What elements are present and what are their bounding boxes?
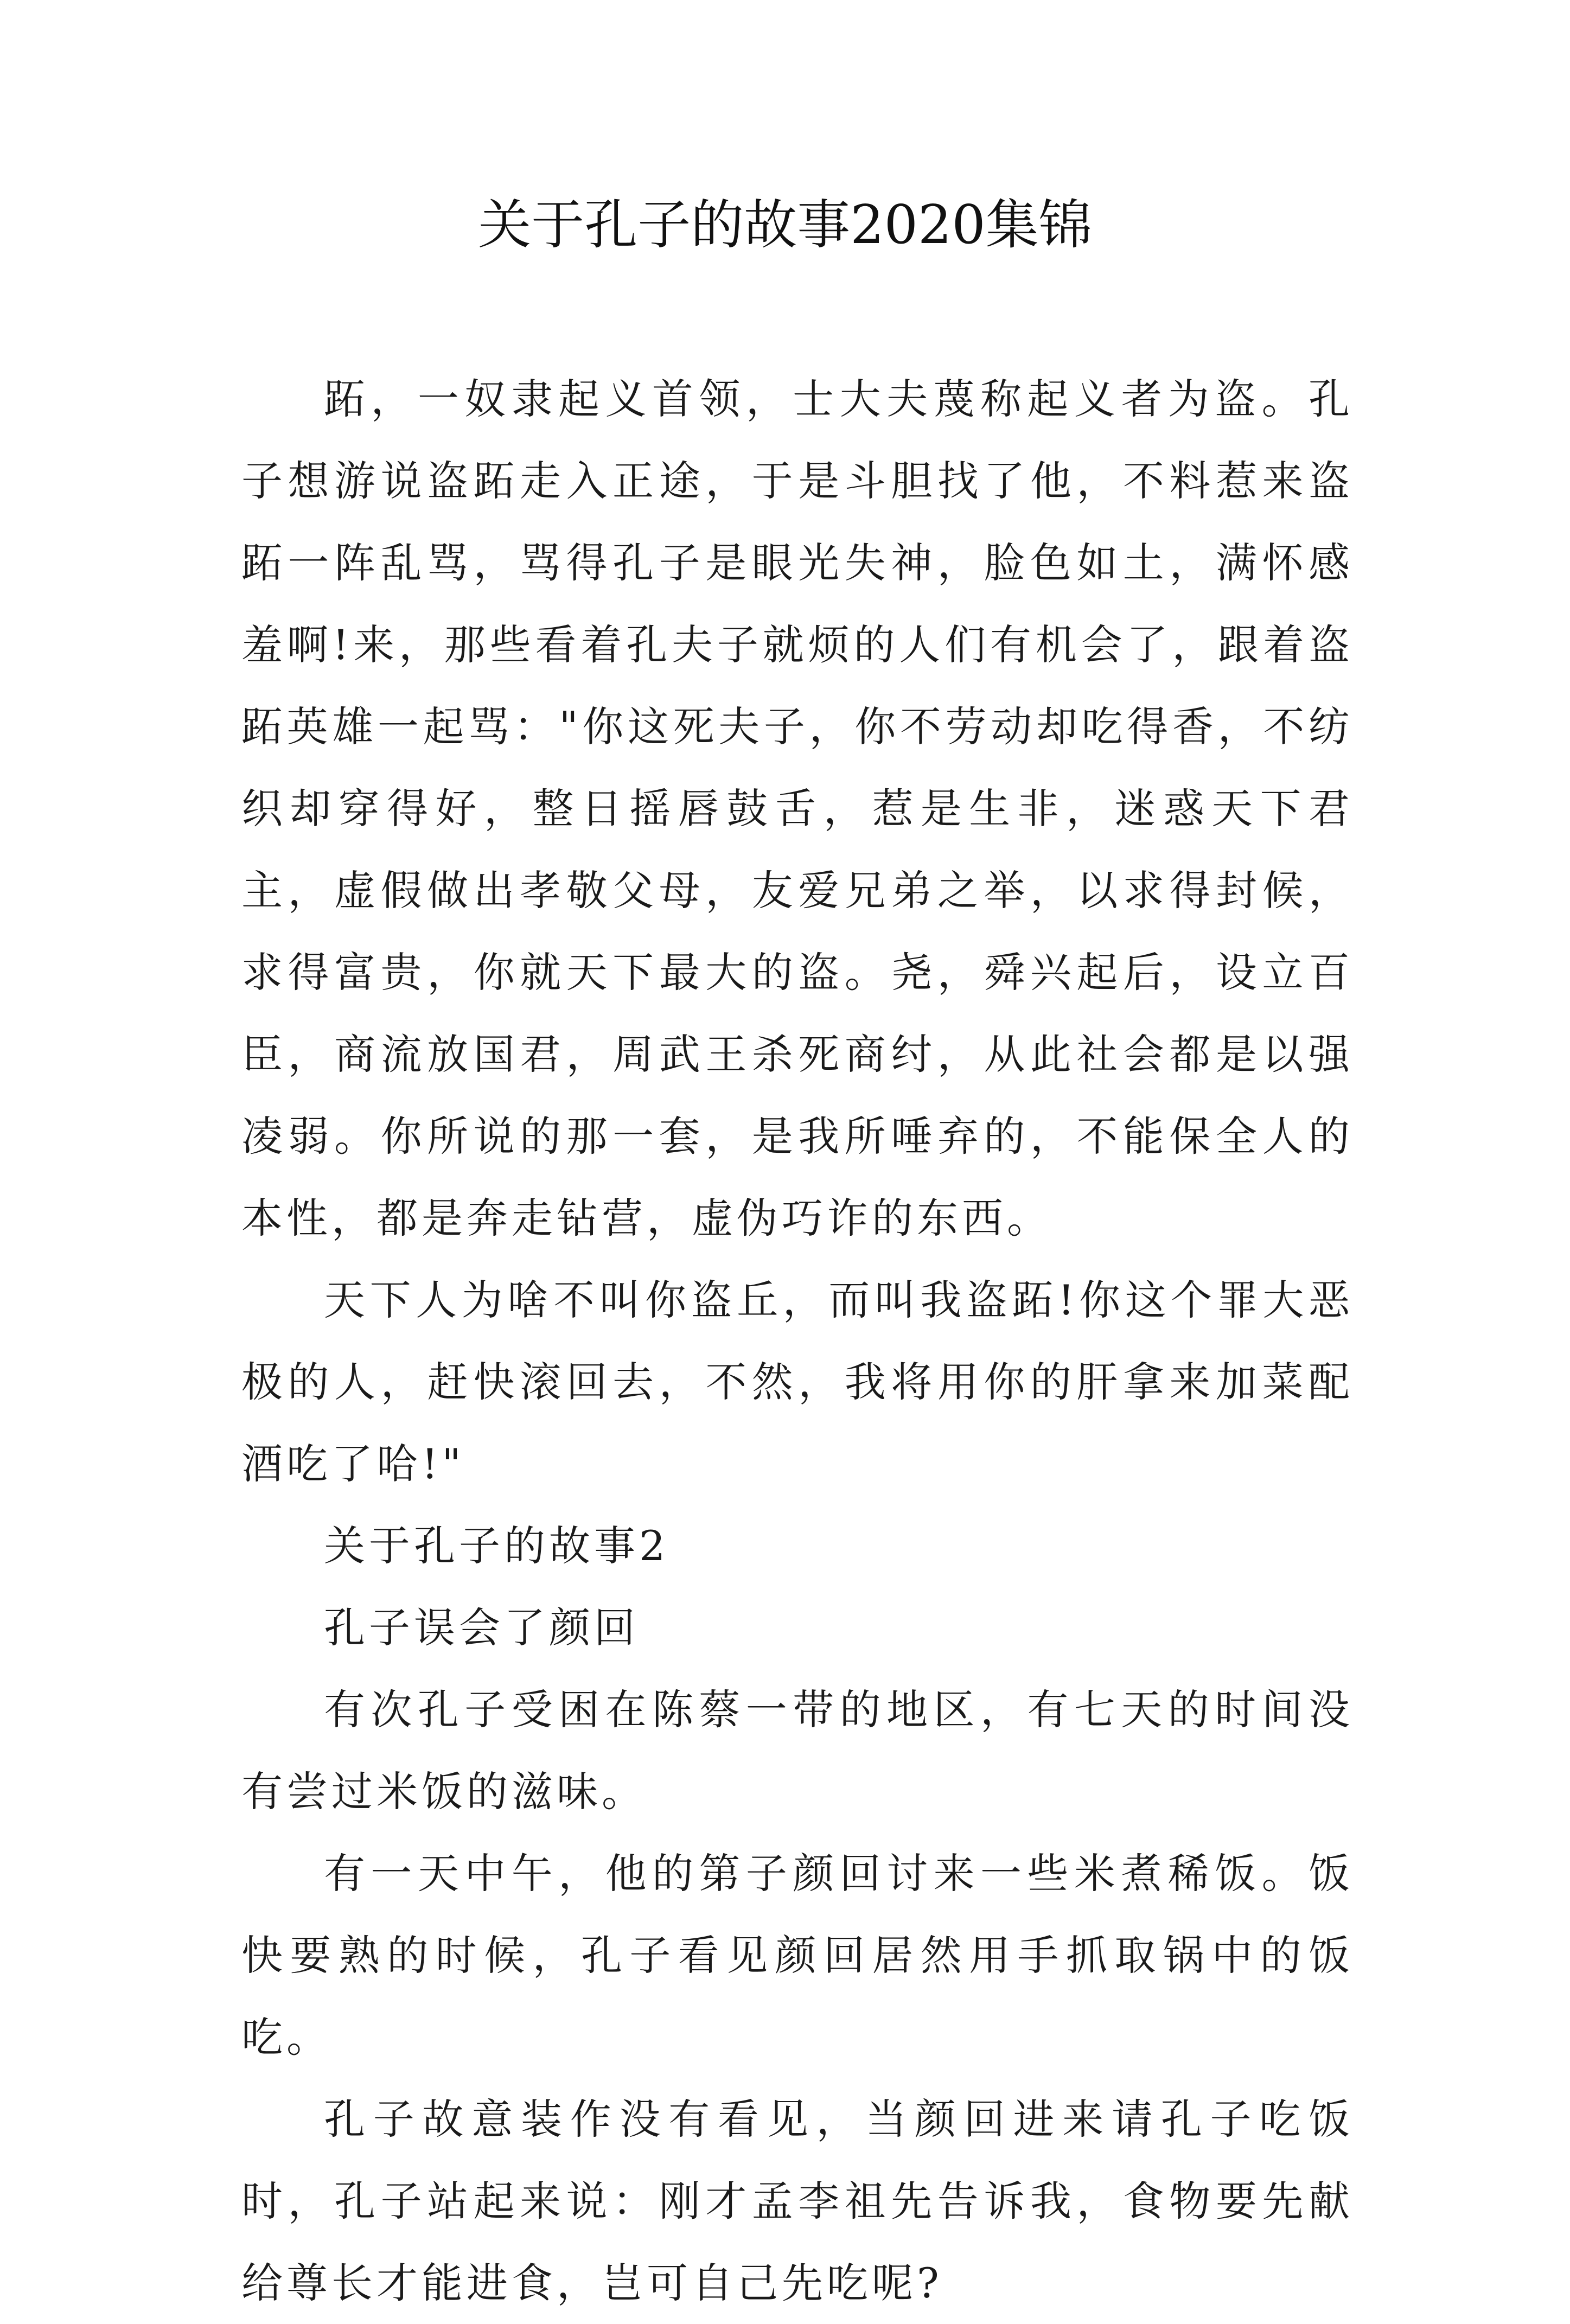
document-title: 关于孔子的故事2020集锦	[478, 194, 1092, 256]
paragraph: 有一天中午，他的第子颜回讨来一些米煮稀饭。饭快要熟的时候，孔子看见颜回居然用手抓取锅中的饭吃。	[241, 1849, 1354, 2061]
paragraph: 孔子故意装作没有看见，当颜回进来请孔子吃饭时，孔子站起来说：刚才孟李祖先告诉我，食物要先献给尊长才能进食，岂可自己先吃呢?	[241, 2095, 1354, 2307]
document-body	[241, 358, 1354, 2324]
paragraph: 跖，一奴隶起义首领，士大夫蔑称起义者为盗。孔子想游说盗跖走入正途，于是斗胆找了他，不料惹来盗跖一阵乱骂，骂得孔子是眼光失神，脸色如土，满怀感羞啊!来，那些看着孔夫子就烦的人们有机会了，跟着盗跖英雄一起骂："你这死夫子，你不劳动却吃得香，不纺织却穿得好，整日摇唇鼓舌，惹是生非，迷惑天下君主，虚假做出孝敬父母，友爱兄弟之举，以求得封候，求得富贵，你就天下最大的盗。尧，舜兴起后，设立百臣，商流放国君，周武王杀死商纣，从此社会都是以强凌弱。你所说的那一套，是我所唾弃的，不能保全人的本性，都是奔走钻营，虚伪巧诈的东西。	[241, 375, 1354, 1242]
story-title: 孔子误会了颜回	[324, 1604, 639, 1652]
section-heading: 关于孔子的故事2	[324, 1522, 669, 1570]
paragraph: 有次孔子受困在陈蔡一带的地区，有七天的时间没有尝过米饭的滋味。	[241, 1685, 1354, 1816]
paragraph: 天下人为啥不叫你盗丘，而叫我盗跖!你这个罪大恶极的人，赶快滚回去，不然，我将用你的肝拿来加菜配酒吃了哈!"	[241, 1276, 1354, 1488]
